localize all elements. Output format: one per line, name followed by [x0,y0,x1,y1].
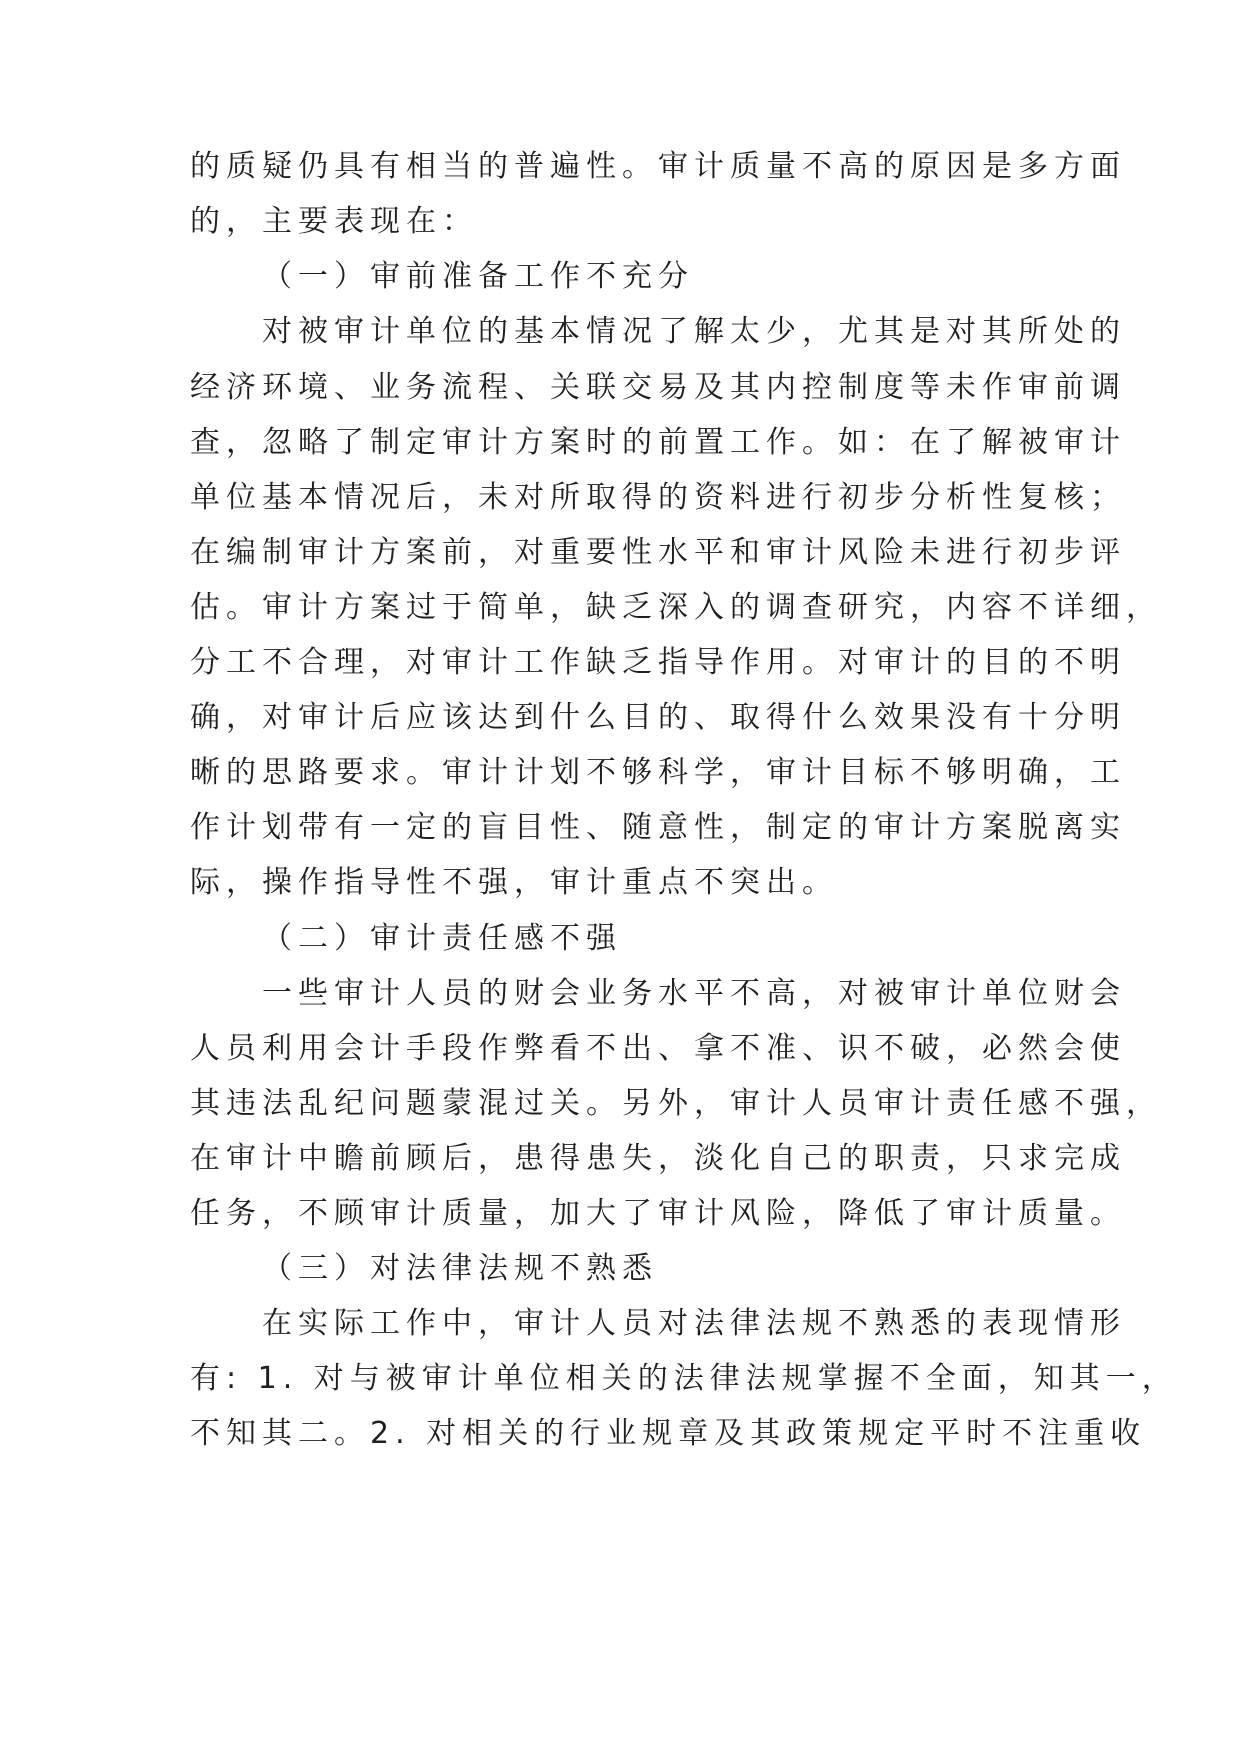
text-line: 分工不合理，对审计工作缺乏指导作用。对审计的目的不明 [190,645,1126,680]
section-heading-3: （三）对法律法规不熟悉 [262,1251,658,1286]
text-line: 作计划带有一定的盲目性、随意性，制定的审计方案脱离实 [190,810,1126,845]
section-heading-2: （二）审计责任感不强 [262,921,622,956]
section-heading-1: （一）审前准备工作不充分 [262,259,694,294]
text-line: 际，操作指导性不强，审计重点不突出。 [190,865,838,900]
text-line: 晰的思路要求。审计计划不够科学，审计目标不够明确，工 [190,755,1126,790]
text-line: 查，忽略了制定审计方案时的前置工作。如：在了解被审计 [190,425,1126,460]
text-line: 在审计中瞻前顾后，患得患失，淡化自己的职责，只求完成 [190,1141,1126,1176]
text-line: 单位基本情况后，未对所取得的资料进行初步分析性复核； [190,480,1126,515]
text-line: 不知其二。2. 对相关的行业规章及其政策规定平时不注重收 [190,1416,1147,1451]
text-line: 确，对审计后应该达到什么目的、取得什么效果没有十分明 [190,700,1126,735]
text-line: 任务，不顾审计质量，加大了审计风险，降低了审计质量。 [190,1196,1126,1231]
text-line: 估。审计方案过于简单，缺乏深入的调查研究，内容不详细， [190,590,1162,625]
text-line: 人员利用会计手段作弊看不出、拿不准、识不破，必然会使 [190,1031,1126,1066]
text-line: 在编制审计方案前，对重要性水平和审计风险未进行初步评 [190,535,1126,570]
text-line: 对被审计单位的基本情况了解太少，尤其是对其所处的 [190,314,1126,349]
text-line: 经济环境、业务流程、关联交易及其内控制度等未作审前调 [190,370,1126,405]
text-line: 一些审计人员的财会业务水平不高，对被审计单位财会 [190,976,1126,1011]
text-line: 有: 1. 对与被审计单位相关的法律法规掌握不全面，知其一， [190,1361,1178,1396]
text-line: 的，主要表现在： [190,204,478,239]
text-line: 在实际工作中，审计人员对法律法规不熟悉的表现情形 [190,1306,1126,1341]
text-line: 的质疑仍具有相当的普遍性。审计质量不高的原因是多方面 [190,149,1126,184]
text-line: 其违法乱纪问题蒙混过关。另外，审计人员审计责任感不强， [190,1086,1162,1121]
